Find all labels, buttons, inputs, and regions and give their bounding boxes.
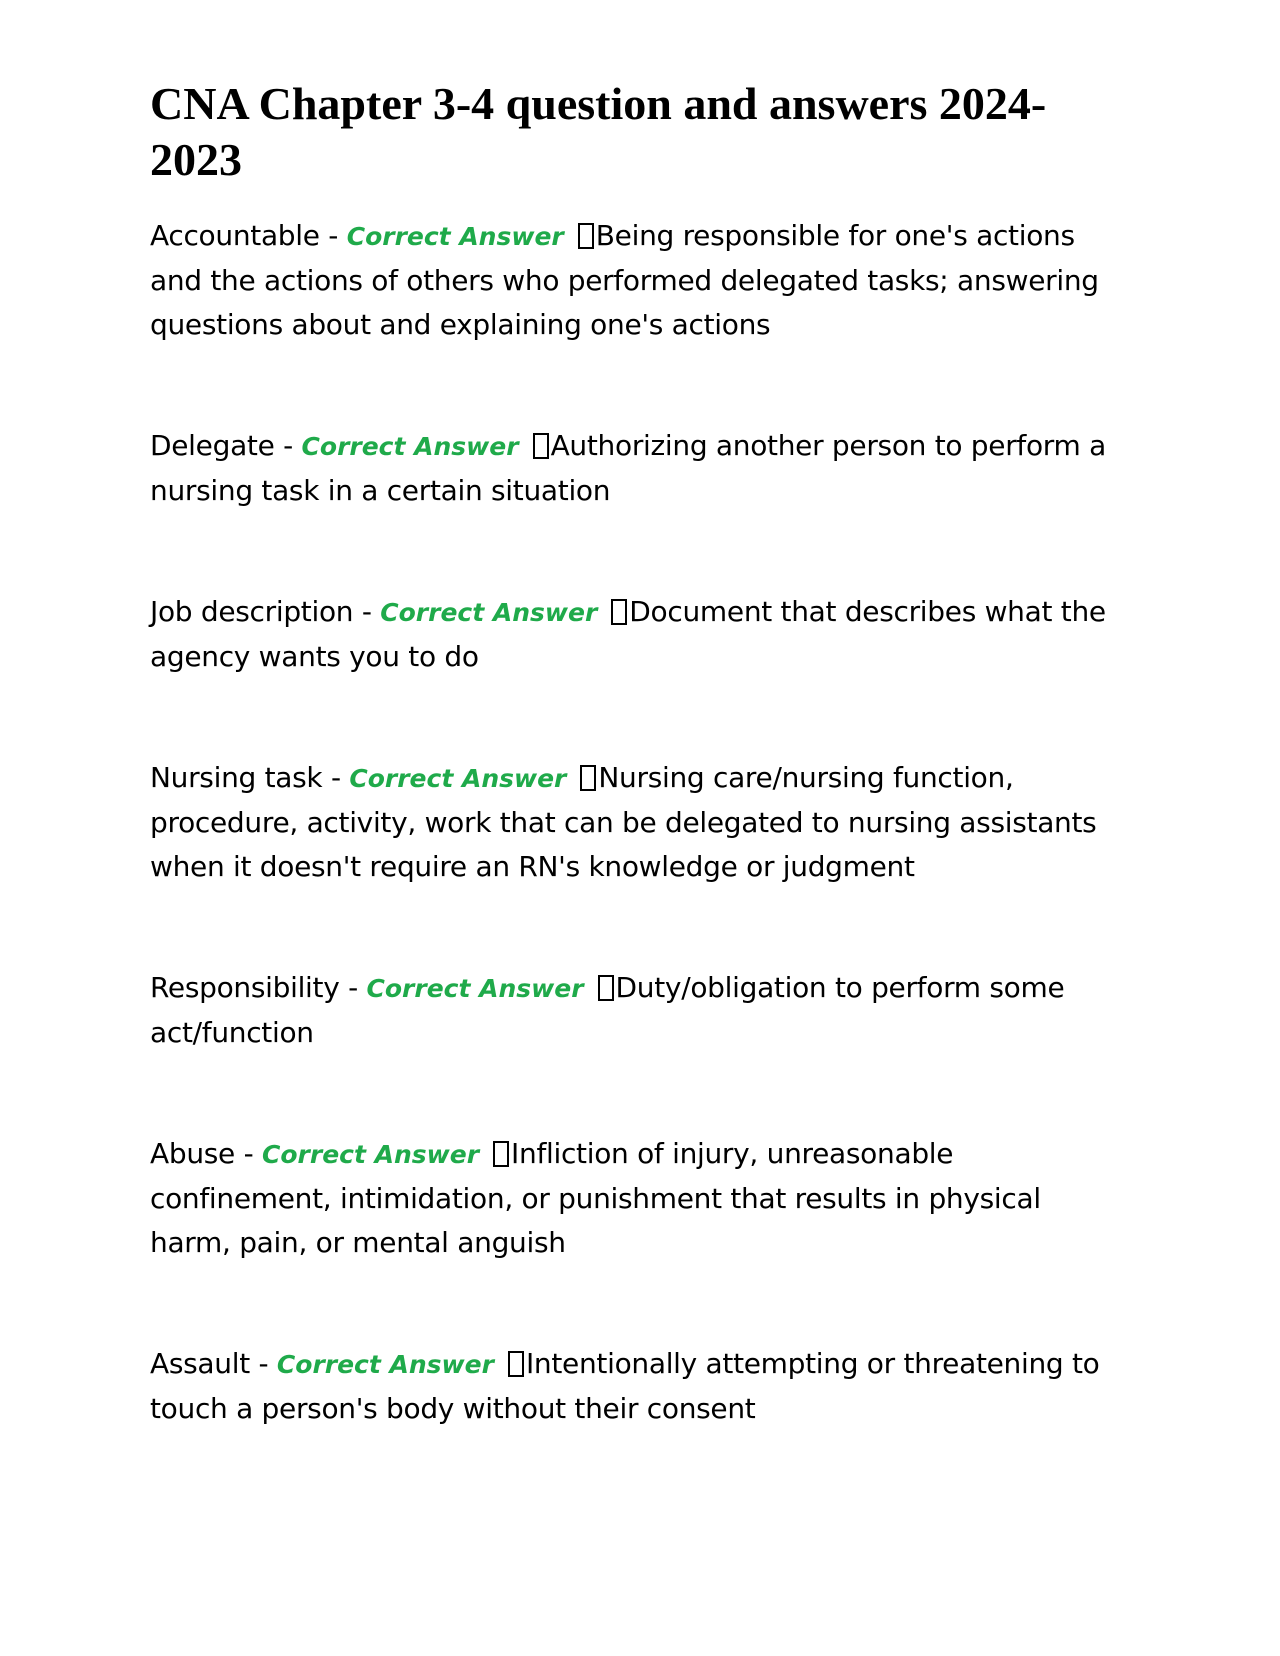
missing-glyph-box-icon: [611, 599, 627, 625]
separator: -: [249, 1347, 277, 1380]
definition: Being responsible for one's actions and the actions of others who performed delegated tasks; answering questions about and explaining one's actions: [150, 219, 1099, 341]
term: Job description: [150, 595, 354, 628]
separator: -: [322, 761, 350, 794]
separator: -: [274, 429, 302, 462]
qa-entry: [150, 1132, 1130, 1265]
definition: Intentionally attempting or threatening to touch a person's body without their consent: [150, 1347, 1100, 1425]
definition: Nursing care/nursing function, procedure, activity, work that can be delegated to nursing assistants when it doesn't require an RN's knowledge or judgment: [150, 761, 1097, 883]
correct-answer-label: Correct Answer: [262, 1140, 480, 1169]
correct-answer-label: Correct Answer: [346, 222, 564, 251]
definition: Infliction of injury, unreasonable confinement, intimidation, or punishment that results in physical harm, pain, or mental anguish: [150, 1137, 1041, 1259]
missing-glyph-box-icon: [533, 433, 549, 459]
separator: -: [235, 1137, 263, 1170]
qa-entry: [150, 1342, 1130, 1431]
term: Responsibility: [150, 971, 340, 1004]
correct-answer-label: Correct Answer: [366, 974, 584, 1003]
qa-entry: [150, 590, 1130, 679]
correct-answer-label: Correct Answer: [276, 1350, 494, 1379]
qa-entry: [150, 214, 1130, 347]
missing-glyph-box-icon: [508, 1351, 524, 1377]
term: Abuse: [150, 1137, 235, 1170]
term: Accountable: [150, 219, 320, 252]
qa-entry: [150, 966, 1130, 1055]
definition: Authorizing another person to perform a nursing task in a certain situation: [150, 429, 1106, 507]
missing-glyph-box-icon: [580, 765, 596, 791]
correct-answer-label: Correct Answer: [380, 598, 598, 627]
missing-glyph-box-icon: [598, 975, 614, 1001]
term: Assault: [150, 1347, 250, 1380]
separator: -: [339, 971, 367, 1004]
document-title: CNA Chapter 3-4 question and answers 2024-2023: [150, 78, 1047, 185]
correct-answer-label: Correct Answer: [301, 432, 519, 461]
document-content: [150, 76, 1130, 1508]
missing-glyph-box-icon: [578, 223, 594, 249]
separator: -: [353, 595, 381, 628]
definition: Duty/obligation to perform some act/function: [150, 971, 1065, 1049]
qa-entry: [150, 424, 1130, 513]
qa-entry: [150, 756, 1130, 889]
separator: -: [319, 219, 347, 252]
missing-glyph-box-icon: [493, 1141, 509, 1167]
correct-answer-label: Correct Answer: [349, 764, 567, 793]
definition: Document that describes what the agency wants you to do: [150, 595, 1106, 673]
term: Nursing task: [150, 761, 323, 794]
term: Delegate: [150, 429, 275, 462]
